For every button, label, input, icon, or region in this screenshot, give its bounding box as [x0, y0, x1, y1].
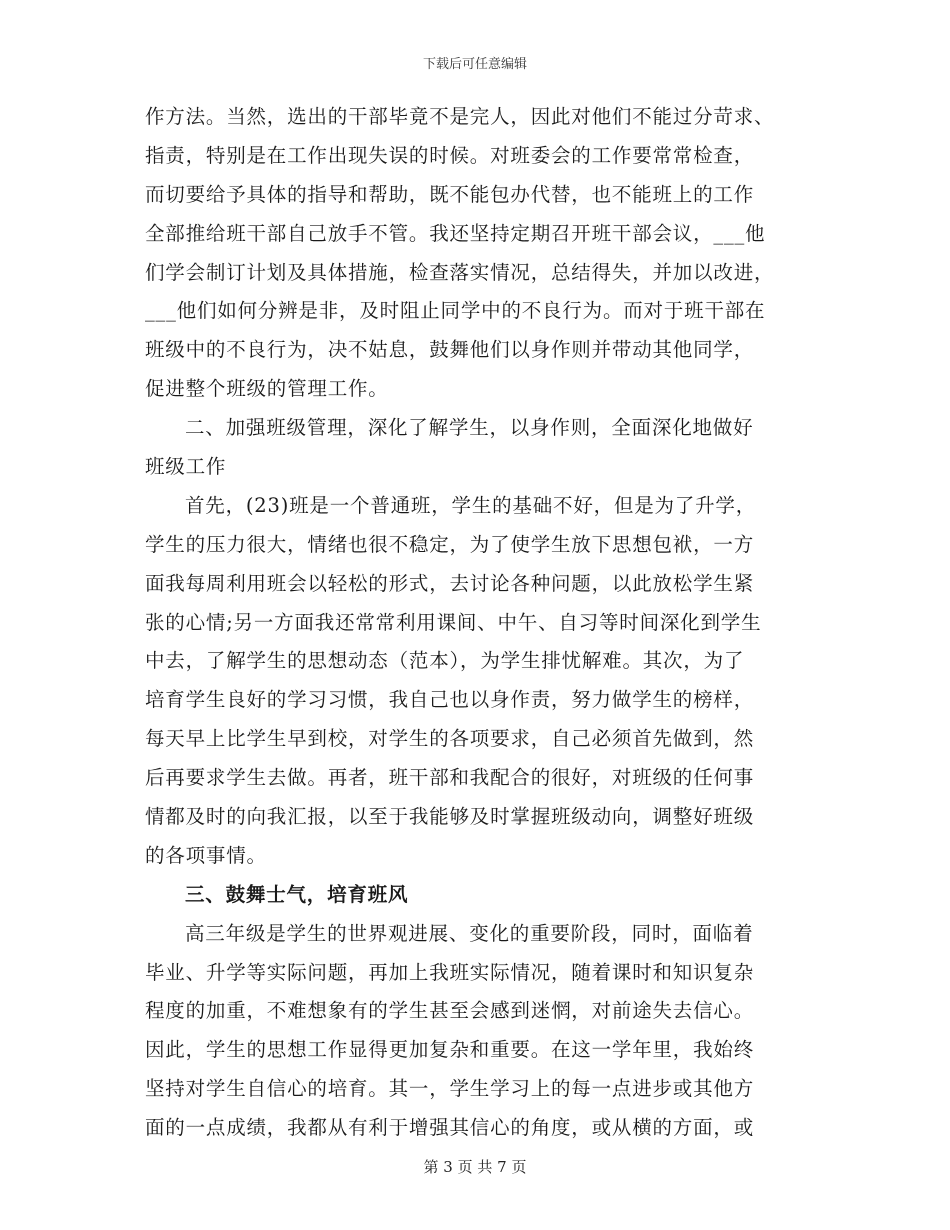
text-line: 们学会制订计划及具体措施，检查落实情况，总结得失，并加以改进， [145, 260, 775, 284]
page-header-note: 下载后可任意编辑 [422, 57, 527, 72]
paragraph-start: 首先，(23)班是一个普通班，学生的基础不好，但是为了升学， [185, 493, 757, 517]
text-line: 指责，特别是在工作出现失误的时候。对班委会的工作要常常检查， [145, 143, 755, 167]
text-line: ___他们如何分辨是非，及时阻止同学中的不良行为。而对于班干部在 [145, 299, 766, 323]
text-line: 每天早上比学生早到校，对学生的各项要求，自己必须首先做到，然 [145, 727, 755, 751]
text-line: 面我每周利用班会以轻松的形式，去讨论各种问题，以此放松学生紧 [145, 571, 755, 595]
text-line: 促进整个班级的管理工作。 [145, 377, 389, 401]
section-heading-2: 二、加强班级管理，深化了解学生，以身作则，全面深化地做好 [185, 416, 754, 440]
text-line: 班级中的不良行为，决不姑息，鼓舞他们以身作则并带动其他同学， [145, 338, 755, 362]
text-line: 面的一点成绩，我都从有利于增强其信心的角度，或从横的方面，或 [145, 1116, 755, 1140]
text-line: 学生的压力很大，情绪也很不稳定，为了使学生放下思想包袱，一方 [145, 532, 755, 556]
section-heading-3: 三、鼓舞士气，培育班风 [185, 882, 409, 906]
paragraph-start: 高三年级是学生的世界观进展、变化的重要阶段，同时，面临着 [185, 921, 754, 945]
text-line: 全部推给班干部自己放手不管。我还坚持定期召开班干部会议，___他 [145, 221, 766, 245]
text-line: 毕业、升学等实际问题，再加上我班实际情况，随着课时和知识复杂 [145, 960, 755, 984]
text-line: 张的心情;另一方面我还常常利用课间、中午、自习等时间深化到学生 [145, 610, 762, 634]
text-line: 作方法。当然，选出的干部毕竟不是完人，因此对他们不能过分苛求、 [145, 105, 775, 128]
text-line: 程度的加重，不难想象有的学生甚至会感到迷惘，对前途失去信心。 [145, 999, 755, 1023]
text-line: 坚持对学生自信心的培育。其一，学生学习上的每一点进步或其他方 [145, 1077, 755, 1101]
text-line: 中去，了解学生的思想动态（范本），为学生排忧解难。其次，为了 [145, 649, 745, 673]
text-line: 的各项事情。 [145, 843, 267, 867]
text-line: 因此，学生的思想工作显得更加复杂和重要。在这一学年里，我始终 [145, 1038, 755, 1062]
text-line: 后再要求学生去做。再者，班干部和我配合的很好，对班级的任何事 [145, 766, 755, 790]
document-body [145, 98, 805, 1148]
section-heading-2-continued: 班级工作 [145, 455, 227, 479]
text-line: 而切要给予具体的指导和帮助，既不能包办代替，也不能班上的工作 [145, 182, 755, 206]
page-number: 第 3 页 共 7 页 [423, 1158, 527, 1176]
text-line: 情都及时的向我汇报，以至于我能够及时掌握班级动向，调整好班级 [145, 805, 755, 829]
text-line: 培育学生良好的学习习惯，我自己也以身作责，努力做学生的榜样， [145, 688, 755, 712]
